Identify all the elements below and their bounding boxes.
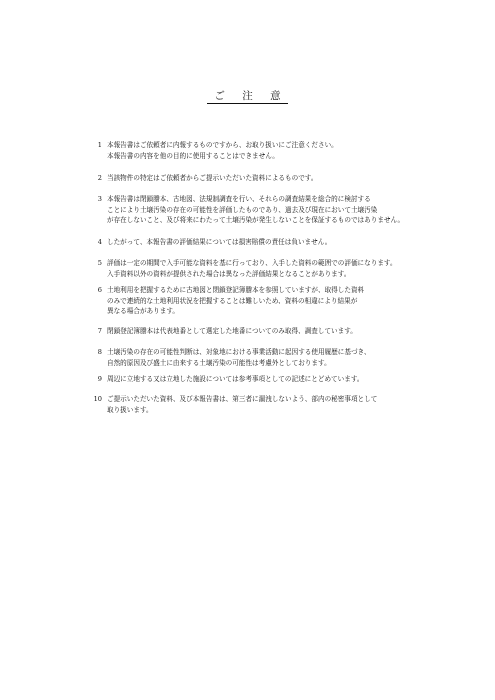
- note-line: 本報告書は閉鎖謄本、古地図、法規制調査を行い、それらの調査結果を総合的に検討する: [107, 195, 371, 203]
- note-text: [107, 237, 479, 248]
- note-text: [107, 285, 479, 317]
- note-line: したがって、本報告書の評価結果については損害賠償の責任は負いません。: [107, 238, 332, 246]
- note-line: 周辺に立地する又は立地した施設については参考事項としての記述にとどめています。: [107, 375, 364, 383]
- note-line: 土壌汚染の存在の可能性判断は、対象地における事業活動に起因する使用履歴に基づき、: [107, 348, 371, 356]
- note-number: 6: [97, 286, 102, 294]
- note-line: 当該物件の特定はご依頼者からご提示いただいた資料によるものです。: [107, 174, 318, 182]
- note-number: 8: [97, 348, 102, 356]
- note-text: [107, 173, 479, 184]
- note-text: [107, 394, 479, 415]
- note-line: 自然的原因及び盛土に由来する土壌汚染の可能性は考慮外としております。: [107, 358, 331, 367]
- note-number: 2: [97, 174, 102, 182]
- note-line: 本報告書はご依頼者に内報するものですから、お取り扱いにご注意ください。: [107, 141, 338, 149]
- note-line: 入手資料以外の資料が提供された場合は異なった評価結果となることがあります。: [107, 269, 351, 278]
- note-line: 本報告書の内容を他の目的に使用することはできません。: [107, 151, 279, 160]
- note-number: 10: [93, 395, 102, 403]
- note-text: [107, 194, 479, 226]
- note-number: 4: [97, 238, 102, 246]
- note-text: [107, 326, 479, 337]
- note-number: 9: [97, 375, 102, 383]
- note-line: 閉鎖登記簿謄本は代表地番として選定した地番についてのみ取得、調査しています。: [107, 327, 357, 335]
- note-line: が存在しないこと、及び将来にわたって土壌汚染が発生しないことを保証するものではありません。: [107, 216, 405, 225]
- note-text: [107, 347, 479, 368]
- note-line: 取り扱います。: [107, 405, 153, 414]
- note-number: 3: [97, 195, 102, 203]
- note-line: ことにより土壌汚染の存在の可能性を評価したものであり、過去及び現在において土壌汚染: [107, 205, 378, 214]
- note-line: 異なる場合があります。: [107, 307, 180, 316]
- note-text: [107, 140, 479, 161]
- note-line: のみで連続的な土地利用状況を把握することは難しいため、資料の相違により結果が: [107, 296, 358, 305]
- note-number: 5: [97, 259, 102, 267]
- note-line: 土地利用を把握するために古地図と閉鎖登記簿謄本を参照していますが、取得した資料: [107, 286, 365, 294]
- note-line: 評価は一定の期間で入手可能な資料を基に行っており、入手した資料の範囲での評価になります。: [107, 259, 397, 267]
- note-text: [107, 374, 479, 385]
- note-number: 1: [97, 141, 102, 149]
- note-line: ご提示いただいた資料、及び本報告書は、第三者に漏洩しないよう、部内の秘密事項として: [107, 395, 378, 403]
- note-text: [107, 258, 479, 279]
- page-title-text: ご 注 意: [207, 90, 287, 104]
- note-number: 7: [97, 327, 102, 335]
